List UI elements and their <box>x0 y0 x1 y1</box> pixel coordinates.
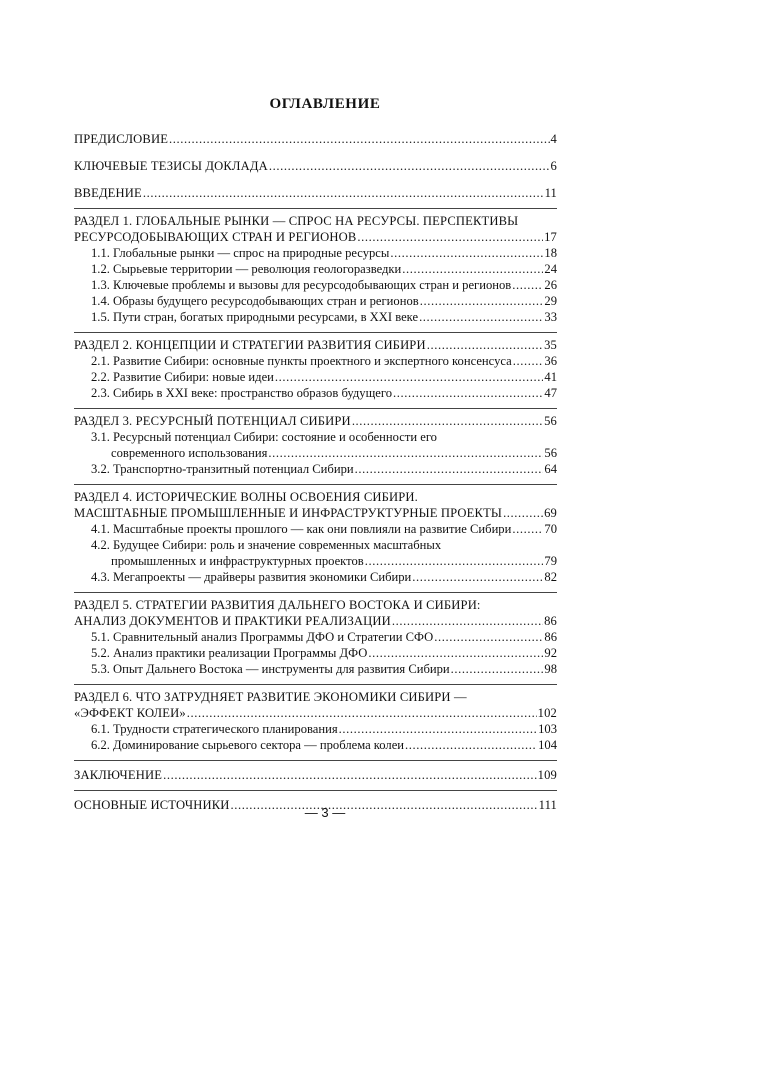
toc-subentry[interactable] <box>74 261 557 277</box>
toc-section-heading-line: РАЗДЕЛ 3. РЕСУРСНЫЙ ПОТЕНЦИАЛ СИБИРИ <box>74 414 351 428</box>
dot-leader <box>405 737 537 753</box>
toc-section-1[interactable] <box>74 213 557 245</box>
toc-entry-label: ПРЕДИСЛОВИЕ <box>74 132 169 146</box>
toc-subentry-label: 4.1. Масштабные проекты прошлого — как они повлияли на развитие Сибири <box>91 522 512 536</box>
toc-section-5[interactable] <box>74 597 557 629</box>
toc-subentry[interactable] <box>74 661 557 677</box>
toc-subentry-label: 4.2. Будущее Сибири: роль и значение современных масштабных <box>91 538 442 552</box>
toc-subentry-label: 5.1. Сравнительный анализ Программы ДФО и Стратегии СФО <box>91 630 434 644</box>
toc-entry-label: КЛЮЧЕВЫЕ ТЕЗИСЫ ДОКЛАДА <box>74 159 268 173</box>
dot-leader <box>503 505 543 521</box>
toc-section-heading-line: РАЗДЕЛ 1. ГЛОБАЛЬНЫЕ РЫНКИ — СПРОС НА РЕСУРСЫ. ПЕРСПЕКТИВЫ <box>74 214 519 228</box>
toc-entry-page: 103 <box>538 722 557 736</box>
toc-subentry-label: 6.2. Доминирование сырьевого сектора — проблема колеи <box>91 738 405 752</box>
toc-entry-page: 86 <box>544 630 557 644</box>
toc-section-6[interactable] <box>74 689 557 721</box>
toc-subentry-label: 2.3. Сибирь в XXI веке: пространство образов будущего <box>91 386 393 400</box>
toc-entry-label: ВВЕДЕНИЕ <box>74 186 142 200</box>
toc-entry-conclusion[interactable] <box>74 767 557 783</box>
page-title: ОГЛАВЛЕНИЕ <box>269 96 381 112</box>
toc-entry-page: 111 <box>538 798 557 812</box>
toc-entry-page: 47 <box>544 386 557 400</box>
toc-entry-page: 36 <box>544 354 557 368</box>
toc-entry-page: 18 <box>544 246 557 260</box>
toc-subentry[interactable] <box>74 309 557 325</box>
dot-leader <box>187 705 537 721</box>
toc-entry-page: 86 <box>544 614 557 628</box>
toc-subentry[interactable] <box>74 277 557 293</box>
toc-subentry-label: современного использования <box>111 446 268 460</box>
toc-entry-page: 69 <box>544 506 557 520</box>
toc-entry-label: ЗАКЛЮЧЕНИЕ <box>74 768 163 782</box>
toc-subentry-label: 5.3. Опыт Дальнего Востока — инструменты для развития Сибири <box>91 662 450 676</box>
toc-entry-page: 17 <box>544 230 557 244</box>
dot-leader <box>402 261 543 277</box>
toc-subentry-label: 1.2. Сырьевые территории — революция геологоразведки <box>91 262 402 276</box>
toc-subentry[interactable] <box>74 353 557 369</box>
toc-entry-page: 6 <box>550 159 557 173</box>
toc-subentry-label: 1.4. Образы будущего ресурсодобывающих стран и регионов <box>91 294 419 308</box>
toc-subentry-label: 5.2. Анализ практики реализации Программы ДФО <box>91 646 368 660</box>
toc-entry-page: 24 <box>544 262 557 276</box>
toc-subentry[interactable] <box>74 521 557 537</box>
toc-entry-page: 35 <box>544 338 557 352</box>
toc-subentry-label: 1.3. Ключевые проблемы и вызовы для ресурсодобывающих стран и регионов <box>91 278 512 292</box>
dot-leader <box>513 353 544 369</box>
toc-subentry-label: 4.3. Мегапроекты — драйверы развития экономики Сибири <box>91 570 412 584</box>
toc-entry-page: 64 <box>544 462 557 476</box>
toc-entry-theses[interactable] <box>74 158 557 174</box>
toc-subentry-label: 2.1. Развитие Сибири: основные пункты проектного и экспертного консенсуса <box>91 354 512 368</box>
toc-subentry[interactable] <box>74 737 557 753</box>
dot-leader <box>434 629 543 645</box>
toc-section-2[interactable] <box>74 337 557 353</box>
toc-subentry[interactable] <box>74 245 557 261</box>
toc-subentry[interactable] <box>74 369 557 385</box>
dot-leader <box>512 521 543 537</box>
toc-subentry[interactable] <box>74 429 557 461</box>
dot-leader <box>368 645 543 661</box>
toc-entry-page: 102 <box>537 706 557 720</box>
dot-leader <box>143 185 544 201</box>
toc-entry-page: 29 <box>544 294 557 308</box>
dot-leader <box>390 245 543 261</box>
toc-entry-page: 104 <box>538 738 557 752</box>
dot-leader <box>357 229 543 245</box>
toc-subentry-label: 6.1. Трудности стратегического планирования <box>91 722 338 736</box>
page-number: — 3 — <box>304 805 346 820</box>
dot-leader <box>268 445 543 461</box>
toc-subentry-label: 3.1. Ресурсный потенциал Сибири: состояние и особенности его <box>91 430 437 444</box>
dot-leader <box>355 461 544 477</box>
toc-subentry[interactable] <box>74 569 557 585</box>
dot-leader <box>420 293 544 309</box>
dot-leader <box>163 767 537 783</box>
toc-entry-preface[interactable] <box>74 131 557 147</box>
toc-subentry[interactable] <box>74 721 557 737</box>
dot-leader <box>512 277 543 293</box>
toc-section-heading-line: РАЗДЕЛ 4. ИСТОРИЧЕСКИЕ ВОЛНЫ ОСВОЕНИЯ СИБИРИ. <box>74 490 418 504</box>
toc-section-heading-line: МАСШТАБНЫЕ ПРОМЫШЛЕННЫЕ И ИНФРАСТРУКТУРНЫЕ ПРОЕКТЫ <box>74 506 503 520</box>
toc-entry-page: 79 <box>544 554 557 568</box>
toc-section-heading-line: АНАЛИЗ ДОКУМЕНТОВ И ПРАКТИКИ РЕАЛИЗАЦИИ <box>74 614 391 628</box>
toc-entry-page: 4 <box>550 132 557 146</box>
toc-subentry[interactable] <box>74 385 557 401</box>
toc-subentry-label: 3.2. Транспортно-транзитный потенциал Сибири <box>91 462 354 476</box>
toc-subentry[interactable] <box>74 645 557 661</box>
toc-entry-page: 33 <box>544 310 557 324</box>
toc-subentry-label: 2.2. Развитие Сибири: новые идеи <box>91 370 274 384</box>
toc-entry-page: 98 <box>544 662 557 676</box>
toc-section-3[interactable] <box>74 413 557 429</box>
dot-leader <box>365 553 544 569</box>
toc-subentry-label: промышленных и инфраструктурных проектов <box>111 554 364 568</box>
dot-leader <box>427 337 543 353</box>
toc-entry-page: 82 <box>544 570 557 584</box>
toc-section-heading-line: РЕСУРСОДОБЫВАЮЩИХ СТРАН И РЕГИОНОВ <box>74 230 357 244</box>
dot-leader <box>339 721 537 737</box>
toc-entry-page: 56 <box>544 414 557 428</box>
toc-subentry-label: 1.1. Глобальные рынки — спрос на природные ресурсы <box>91 246 390 260</box>
toc-section-4[interactable] <box>74 489 557 521</box>
dot-leader <box>169 131 550 147</box>
toc-section-heading-line: РАЗДЕЛ 2. КОНЦЕПЦИИ И СТРАТЕГИИ РАЗВИТИЯ СИБИРИ <box>74 338 426 352</box>
dot-leader <box>393 385 543 401</box>
dot-leader <box>412 569 543 585</box>
dot-leader <box>352 413 543 429</box>
dot-leader <box>419 309 543 325</box>
toc-subentry[interactable] <box>74 629 557 645</box>
toc-entry-page: 26 <box>544 278 557 292</box>
toc-entry-page: 56 <box>544 446 557 460</box>
dot-leader <box>451 661 544 677</box>
toc-subentry[interactable] <box>74 293 557 309</box>
dot-leader <box>275 369 544 385</box>
toc-section-heading-line: «ЭФФЕКТ КОЛЕИ» <box>74 706 186 720</box>
dot-leader <box>392 613 543 629</box>
toc-entry-page: 109 <box>537 768 557 782</box>
dot-leader <box>269 158 550 174</box>
toc-entry-page: 11 <box>544 186 557 200</box>
toc-subentry[interactable] <box>74 537 557 569</box>
table-of-contents <box>74 131 557 813</box>
toc-section-heading-line: РАЗДЕЛ 6. ЧТО ЗАТРУДНЯЕТ РАЗВИТИЕ ЭКОНОМИКИ СИБИРИ — <box>74 690 467 704</box>
toc-entry-page: 70 <box>544 522 557 536</box>
toc-subentry[interactable] <box>74 461 557 477</box>
toc-entry-page: 92 <box>544 646 557 660</box>
toc-section-heading-line: РАЗДЕЛ 5. СТРАТЕГИИ РАЗВИТИЯ ДАЛЬНЕГО ВОСТОКА И СИБИРИ: <box>74 598 481 612</box>
toc-entry-intro[interactable] <box>74 185 557 201</box>
toc-entry-page: 41 <box>544 370 557 384</box>
toc-subentry-label: 1.5. Пути стран, богатых природными ресурсами, в XXI веке <box>91 310 419 324</box>
toc-entry-label: ОСНОВНЫЕ ИСТОЧНИКИ <box>74 798 230 812</box>
